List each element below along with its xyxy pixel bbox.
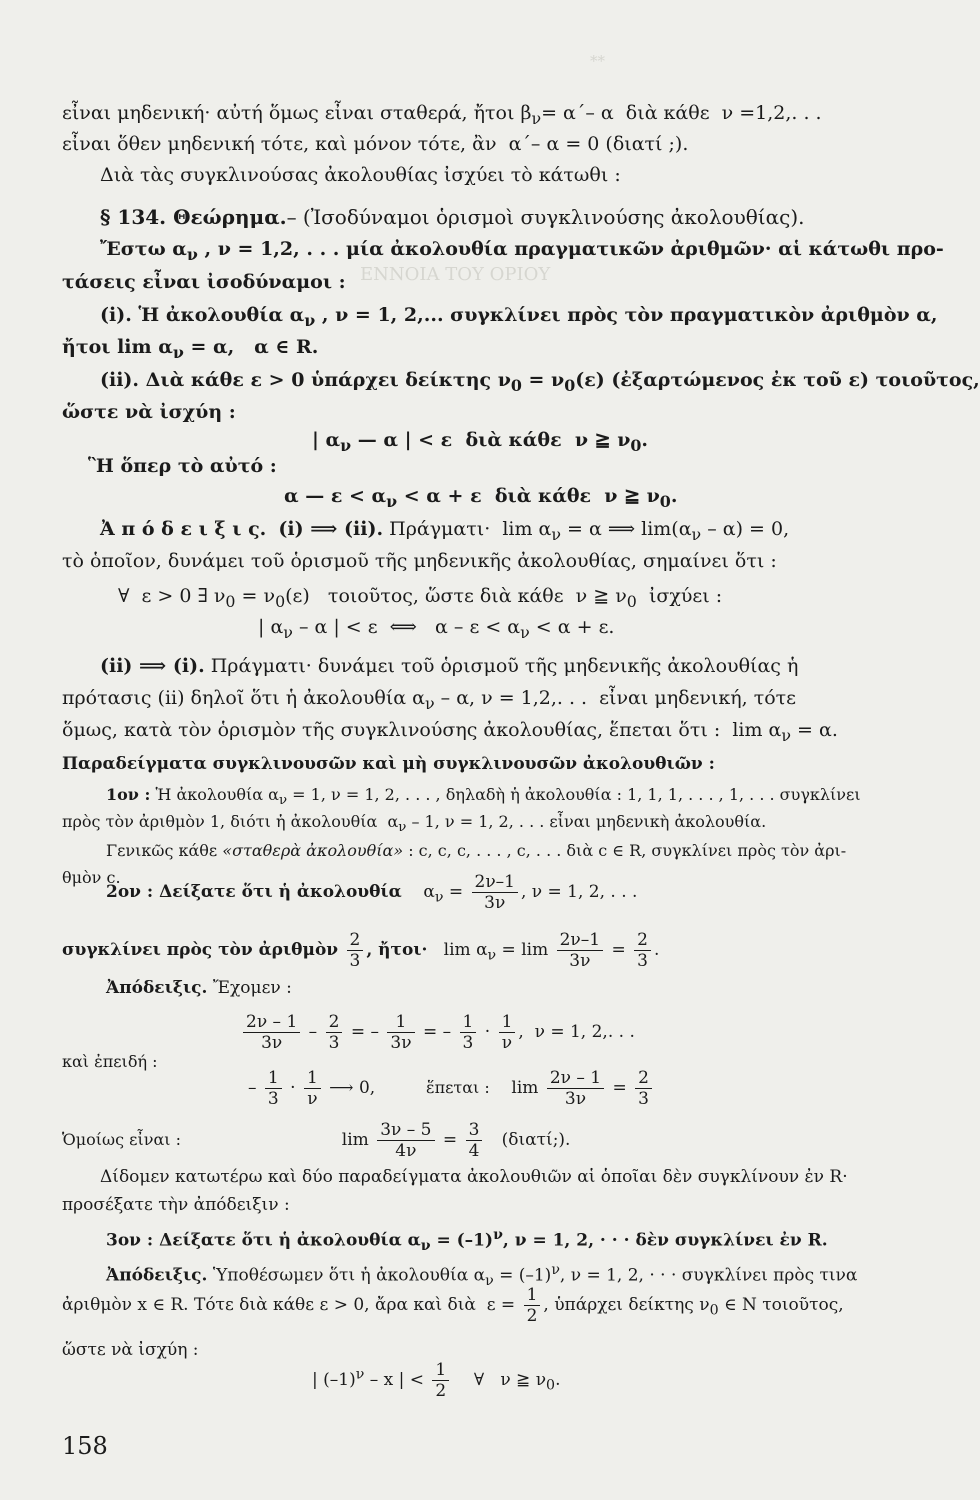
proof-line-1: Ἀ π ό δ ε ι ξ ι ς. (i) ⟹ (ii). $\Pi\rho ά\gamma\mu\alpha\tau\iota\cdot \lim \alpha_\nu = \alpha$ ⟹ $\lim(\alpha_\nu - \alpha) = 0$,	[100, 518, 790, 544]
faded-mark: **	[590, 52, 605, 70]
proof-line-7: ὅμως, κατὰ τὸν ὁρισμὸν τῆς συγκλινούσης ἀκολουθίας, ἕπεται ὅτι : $\lim \alpha_\nu = \alpha$.	[62, 719, 838, 745]
proof-line-4: | $\alpha_\nu$ – α | < ε ⟺ $\alpha - \varepsilon < \alpha_\nu < \alpha + \varepsilon$.	[258, 616, 615, 642]
proof-line-5: (ii) ⟹ (i). Πράγματι· δυνάμει τοῦ ὁρισμοῦ τῆς μηδενικῆς ἀκολουθίας ἡ	[100, 655, 799, 677]
fraction-result: $\frac{2}{3}$	[634, 930, 651, 971]
proof-label: Ἀ π ό δ ε ι ξ ι ς.	[100, 518, 267, 540]
example3-statement: 3ον : Δείξατε ὅτι ἡ ἀκολουθία $\alpha_\nu = (-1)^\nu$, ν = 1, 2, · · · δὲν συγκλίνει ἐν R.	[106, 1227, 828, 1255]
statement-line-3: (i). Ἡ ἀκολουθία $\alpha_\nu$ , ν = 1, 2,... συγκλίνει πρὸς τὸν πραγματικὸν ἀριθμὸν α,	[100, 304, 938, 330]
fraction-limit: $\frac{2\nu-1}{3\nu}$	[557, 930, 603, 971]
example3-proof-3: ὥστε νὰ ἰσχύη :	[62, 1340, 199, 1360]
example3-inequality: | $(-1)^\nu$ – x | < $\frac{1}{2}$ ∀ ν ≧ $\nu_0$.	[312, 1360, 561, 1401]
fraction-two-thirds: $\frac{2}{3}$	[347, 930, 364, 971]
example1-line-4: θμὸν c.	[62, 868, 121, 887]
proof-line-3: ∀ ε > 0 ∃ $\nu_0 = \nu_0(\varepsilon)$ τοιοῦτος, ὥστε διὰ κάθε ν ≧ $\nu_0$ ἰσχύει :	[118, 585, 723, 611]
theorem-sub: – (Ἰσοδύναμοι ὁρισμοὶ συγκλινούσης ἀκολουθίας).	[286, 205, 805, 229]
statement-line-2: τάσεις εἶναι ἰσοδύναμοι :	[62, 271, 346, 293]
statement-line-9: α — $\varepsilon < \alpha_\nu < \alpha + \varepsilon$ διὰ κάθε ν ≧ $\nu_0$.	[284, 485, 678, 511]
after-line-1: Δίδομεν κατωτέρω καὶ δύο παραδείγματα ἀκολουθιῶν αἱ ὁποῖαι δὲν συγκλίνουν ἐν R·	[100, 1167, 848, 1187]
fraction-2nu-minus-1-over-3nu: $\frac{2\nu-1}{3\nu}$	[472, 872, 518, 913]
example2-line-1: 2ον : Δείξατε ὅτι ἡ ἀκολουθία $\alpha_\nu$ = $\frac{2\nu-1}{3\nu}$ , ν = 1, 2, . . .	[106, 872, 638, 913]
statement-line-8: Ἣ ὅπερ τὸ αὐτό :	[88, 455, 277, 477]
example2-label: 2ον : Δείξατε ὅτι ἡ ἀκολουθία	[106, 882, 402, 902]
example3-proof-1: Ἀπόδειξις. Ὑποθέσωμεν ὅτι ἡ ἀκολουθία $\alpha_\nu = (-1)^\nu$, ν = 1, 2, · · · συγκλίνει πρὸς τινα	[106, 1262, 858, 1290]
statement-line-6: ὥστε νὰ ἰσχύη :	[62, 401, 236, 423]
kai-epeidh: καὶ ἐπειδή :	[62, 1052, 158, 1071]
equation-difference: $\frac{2\nu - 1}{3\nu}$ – $\frac{2}{3}$ = – $\frac{1}{3\nu}$ = – $\frac{1}{3}$ · $\frac{1}{\nu}$ , ν = 1, 2,. . .	[240, 1012, 635, 1053]
example1-line-3: Γενικῶς κάθε «σταθερὰ ἀκολουθία» : c, c, c, . . . , c, . . . διὰ c ∈ R, συγκλίνει πρὸς τὸν ἀρι-	[106, 841, 847, 860]
after-line-2: προσέξατε τὴν ἀπόδειξιν :	[62, 1195, 290, 1215]
statement-line-4: ἤτοι $\lim \alpha_\nu = \alpha$, α ∈ R.	[62, 336, 319, 362]
statement-line-1: Ἔστω $\alpha_\nu$ , ν = 1,2, . . . μία ἀκολουθία πραγματικῶν ἀριθμῶν· αἱ κάτωθι προ-	[100, 238, 944, 264]
text-line-3: Διὰ τὰς συγκλινούσας ἀκολουθίας ἰσχύει τὸ κάτωθι :	[100, 164, 621, 186]
example2-line-2: συγκλίνει πρὸς τὸν ἀριθμὸν $\frac{2}{3}$ , ἤτοι· $\lim \alpha_\nu = \lim$ $\frac{2\nu-1}{3\nu}$ = $\frac{2}{3}$ .	[62, 930, 660, 971]
example1-line-2: πρὸς τὸν ἀριθμὸν 1, διότι ἡ ἀκολουθία $\alpha_\nu - 1$, ν = 1, 2, . . . εἶναι μηδενικὴ ἀκολουθία.	[62, 812, 767, 836]
statement-line-7: | $\alpha_\nu$ — α | < ε διὰ κάθε ν ≧ $\nu_0$.	[312, 429, 649, 455]
bleed-through-text: ΕΝΝΟΙΑ ΤΟΥ ΟΡΙΟΥ	[360, 264, 551, 285]
statement-line-5: (ii). Διὰ κάθε ε > 0 ὑπάρχει δείκτης $\nu_0 = \nu_0(\varepsilon)$ (ἐξαρτώμενος ἐκ τοῦ ε) τοιοῦτος,	[100, 369, 980, 395]
proof-line-6: πρότασις (ii) δηλοῖ ὅτι ἡ ἀκολουθία $\alpha_\nu$ – α, ν = 1,2,. . . εἶναι μηδενική, τότε	[62, 687, 796, 713]
example1-line-1: 1ον : Ἡ ἀκολουθία $\alpha_\nu = 1$, ν = 1, 2, . . . , δηλαδὴ ἡ ἀκολουθία : 1, 1, 1, . . . , 1, . . . συγκλίνει	[106, 785, 861, 809]
proof-line-2: τὸ ὁποῖον, δυνάμει τοῦ ὁρισμοῦ τῆς μηδενικῆς ἀκολουθίας, σημαίνει ὅτι :	[62, 550, 777, 572]
text-line-1: εἶναι μηδενική· αὐτή ὅμως εἶναι σταθερά, ἤτοι $\beta_\nu= \alpha΄-$ α διὰ κάθε ν =1,2,. . .	[62, 102, 822, 128]
example3-proof-2: ἀριθμὸν x ∈ R. Τότε διὰ κάθε ε > 0, ἄρα καὶ διὰ ε = $\frac{1}{2}$ , ὑπάρχει δείκτης $\nu_0$ ∈ N τοιοῦτος,	[62, 1285, 844, 1326]
theorem-head: § 134. Θεώρημα.	[100, 205, 287, 229]
omoios-line: Ὁμοίως εἶναι : lim $\frac{3\nu - 5}{4\nu}$ = $\frac{3}{4}$ (διατί;).	[62, 1120, 571, 1161]
page-number: 158	[62, 1432, 108, 1460]
examples-heading: Παραδείγματα συγκλινουσῶν καὶ μὴ συγκλινουσῶν ἀκολουθιῶν :	[62, 754, 715, 774]
equation-limit-two-thirds: – $\frac{1}{3}$ · $\frac{1}{\nu}$ ⟶ 0, ἕπεται : lim $\frac{2\nu - 1}{3\nu}$ = $\frac{2}{3}$	[248, 1068, 655, 1109]
example2-proof-label: Ἀπόδειξις. Ἔχομεν :	[106, 978, 292, 998]
text-line-2: εἶναι ὅθεν μηδενική τότε, καὶ μόνον τότε, ἂν α΄– α = 0 (διατί ;).	[62, 133, 689, 155]
theorem-title	[100, 205, 804, 229]
